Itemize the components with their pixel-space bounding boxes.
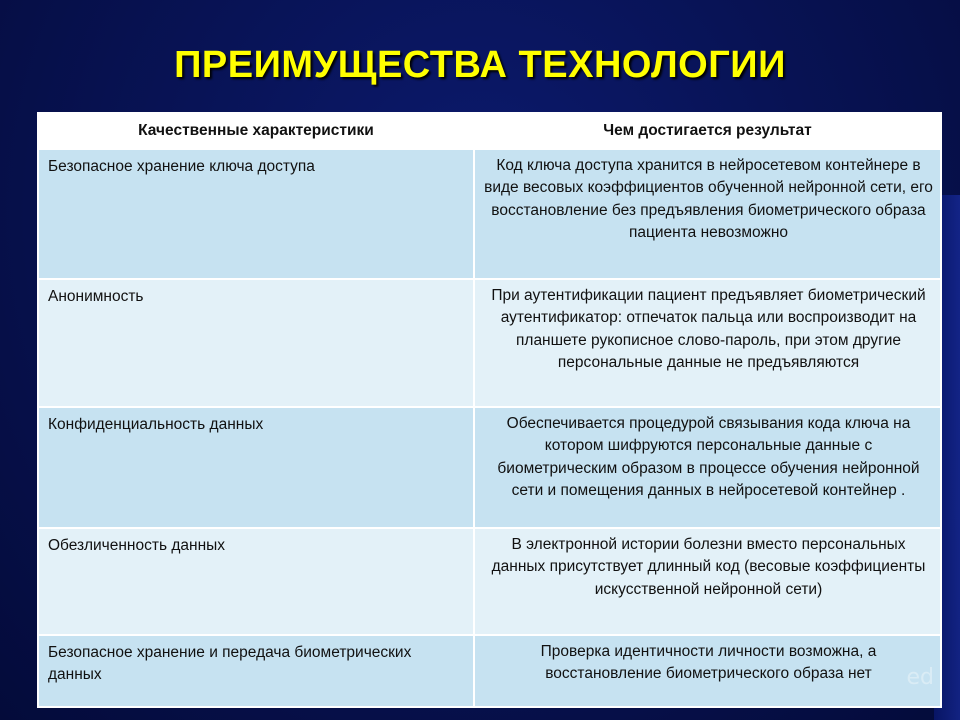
table-row: [38, 528, 941, 635]
column-header-characteristics: Качественные характеристики: [38, 113, 474, 149]
slide-title: ПРЕИМУЩЕСТВА ТЕХНОЛОГИИ: [174, 44, 786, 86]
table-row: [38, 635, 941, 707]
column-header-result: Чем достигается результат: [474, 113, 941, 149]
table-row: [38, 149, 941, 279]
characteristic-cell: Конфиденциальность данных: [38, 407, 474, 528]
table-header-row: [38, 113, 941, 149]
watermark-text: ed: [906, 665, 934, 690]
advantages-table: [37, 112, 942, 708]
characteristic-cell: Безопасное хранение ключа доступа: [38, 149, 474, 279]
table-row: [38, 279, 941, 407]
result-cell: Обеспечивается процедурой связывания кода ключа на котором шифруются персональные данные с биометрическим образом в процессе обучения нейронной сети и помещения данных в нейросетевой контейнер .: [474, 407, 941, 528]
characteristic-cell: Безопасное хранение и передача биометрических данных: [38, 635, 474, 707]
result-cell: При аутентификации пациент предъявляет биометрический аутентификатор: отпечаток пальца или воспроизводит на планшете рукописное слово-пароль, при этом другие персональные данные не предъявляются: [474, 279, 941, 407]
table-row: [38, 407, 941, 528]
characteristic-cell: Обезличенность данных: [38, 528, 474, 635]
result-cell: Проверка идентичности личности возможна, а восстановление биометрического образа нет: [474, 635, 941, 707]
result-cell: Код ключа доступа хранится в нейросетевом контейнере в виде весовых коэффициентов обученной нейронной сети, его восстановление без предъявления биометрического образа пациента невозможно: [474, 149, 941, 279]
result-cell: В электронной истории болезни вместо персональных данных присутствует длинный код (весовые коэффициенты искусственной нейронной сети): [474, 528, 941, 635]
characteristic-cell: Анонимность: [38, 279, 474, 407]
